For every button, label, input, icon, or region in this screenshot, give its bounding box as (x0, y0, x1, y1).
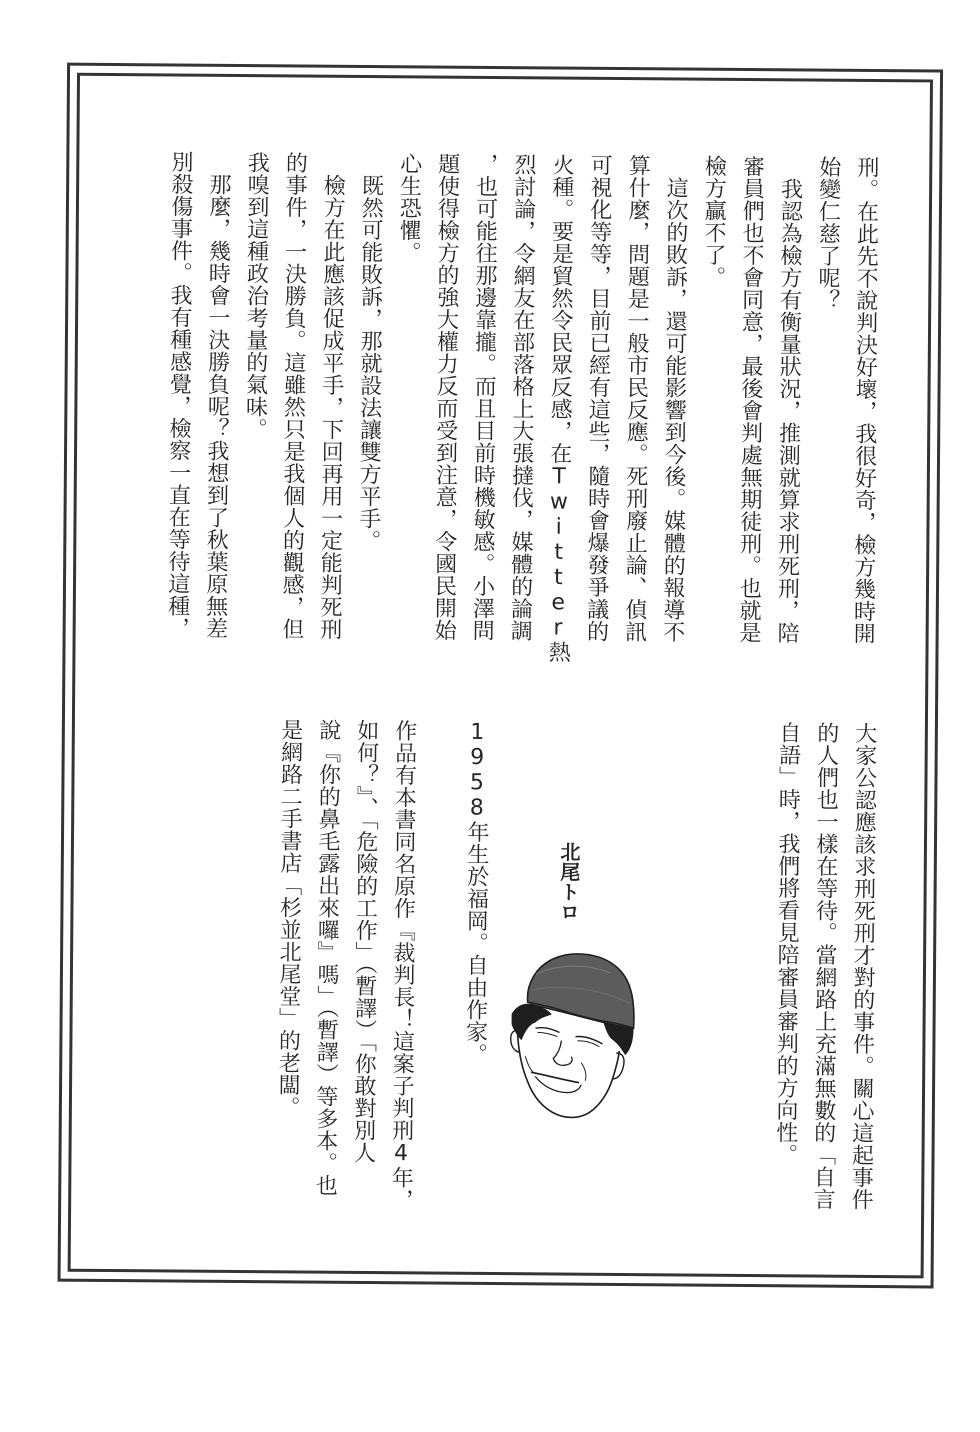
text-column: 我認為檢方有衡量狀況，推測就算求刑死刑，陪 (773, 155, 803, 644)
text-column: 題使得檢方的強大權力反而受到注意，令國民開始 (431, 152, 460, 642)
text-column: 別殺傷事件。我有種感覺，檢察一直在等待這種， (164, 150, 194, 640)
text-column: 檢方在此應該促成平手，下回再用一定能判死刑 (316, 151, 346, 641)
author-name: 北尾トロ (556, 841, 581, 922)
bio-column: 作品有本書同名原作『裁判長！這案子判刑4年， (388, 719, 417, 1211)
text-column: 這次的敗訴，還可能影響到今後。媒體的報導不 (659, 154, 689, 643)
text-column: ，也可能往那邊靠攏。而且目前時機敏感。小澤問 (469, 152, 498, 642)
text-column: 火種。要是貿然令民眾反感，在Twitter熱 (545, 153, 575, 664)
author-caricature-icon (505, 944, 646, 1125)
bio-column: 如何？』、「危險的工作」（暫譯）「你敢對別人 (350, 718, 379, 1164)
text-column: 算什麼，問題是一般市民反應。死刑廢止論、偵訊 (621, 154, 651, 643)
bio-column: 說『你的鼻毛露出來囉』嗎」（暫譯）等多本。也 (312, 718, 341, 1197)
text-column: 始變仁慈了呢？ (814, 155, 841, 312)
bio-column: 是網路二手書店「杉並北尾堂」的老闆。 (274, 718, 303, 1119)
text-column: 大家公認應該求刑死刑才對的事件。關心這起事件 (848, 721, 877, 1211)
text-column: 的人們也一樣在等待。當網路上充滿無數的「自言 (810, 721, 839, 1211)
text-column: 檢方贏不了。 (700, 154, 727, 289)
text-column: 我嗅到這種政治考量的氣味。 (242, 151, 270, 440)
text-column: 既然可能敗訴，那就設法讓雙方平手。 (355, 151, 384, 552)
text-column: 的事件，一決勝負。這雖然只是我個人的觀感，但 (278, 151, 308, 640)
text-column: 烈討論，令網友在部落格上大張撻伐，媒體的論調 (507, 153, 537, 642)
text-column: 心生恐懼。 (395, 152, 422, 264)
essay-upper-section (6, 0, 980, 664)
text-column: 自語」時，我們將看見陪審員審判的方向性。 (772, 721, 801, 1166)
text-column: 刑。在此先不說判決好壞，我很好奇，檢方幾時開 (850, 155, 879, 645)
text-column: 可視化等等，目前已經有這些，隨時會爆發爭議的 (583, 153, 613, 643)
bio-column: 1958年生於福岡。自由作家。 (462, 719, 490, 1065)
text-column: 那麼，幾時會一決勝負呢？我想到了秋葉原無差 (202, 150, 232, 640)
text-column: 審員們也不會同意，最後會判處無期徒刑。也就是 (735, 154, 765, 644)
page-border-inner (67, 73, 932, 1279)
